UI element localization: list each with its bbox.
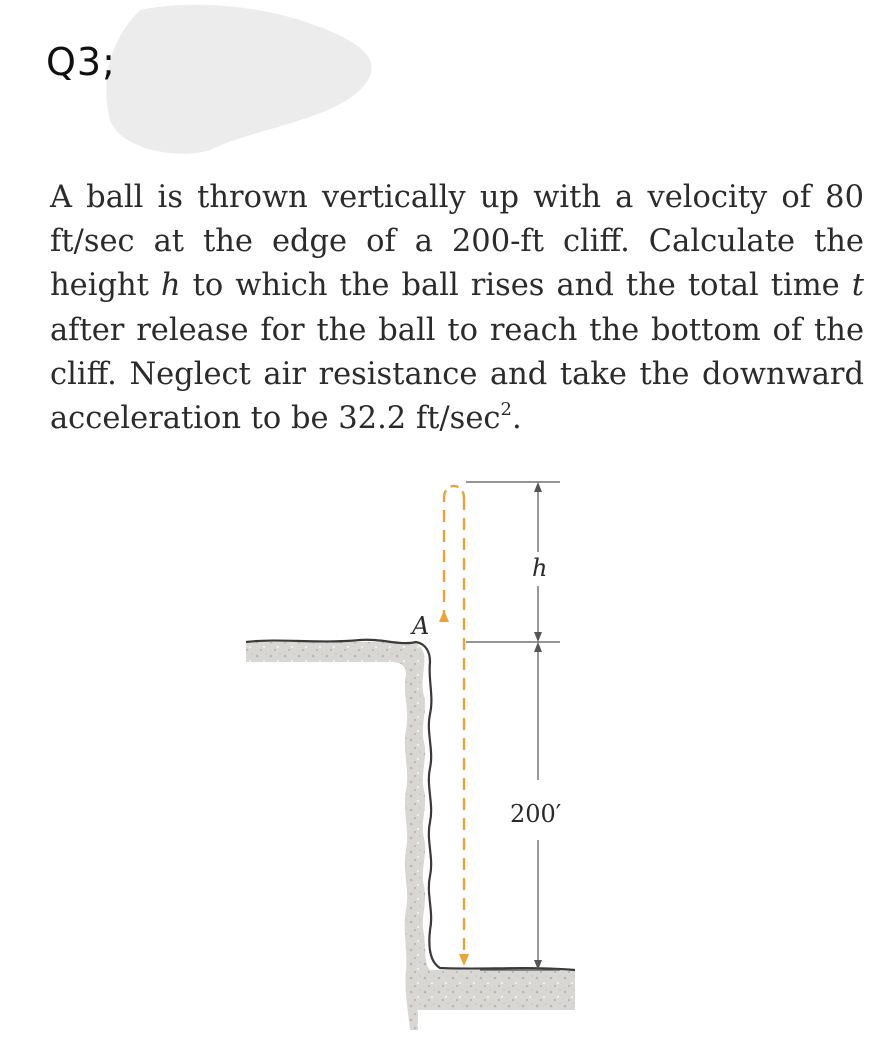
scribble-smudge bbox=[100, 0, 400, 160]
problem-text-1: A ball is thrown vertically up with a velocity of 80 ft/sec at the edge of a 200-ft cliff. Calculate the height bbox=[50, 180, 864, 304]
cliff-ground bbox=[246, 642, 575, 1030]
ball-trajectory bbox=[439, 486, 469, 966]
height-label: h bbox=[532, 554, 548, 582]
variable-t: t bbox=[851, 268, 864, 304]
problem-text-4: . bbox=[511, 401, 522, 437]
cliff-diagram bbox=[240, 470, 600, 1030]
problem-text-2: to which the ball rises and the total time bbox=[180, 268, 852, 304]
cliff-height-label: 200′ bbox=[510, 800, 562, 828]
point-label-a: A bbox=[412, 612, 430, 640]
problem-statement bbox=[50, 176, 864, 441]
problem-text-3: after release for the ball to reach the bottom of the cliff. Neglect air resistance and take the downward acceleration to be 32.2 ft/sec bbox=[50, 312, 864, 437]
question-label: Q3; bbox=[46, 40, 116, 84]
exponent: 2 bbox=[500, 399, 512, 421]
variable-h: h bbox=[160, 268, 181, 304]
